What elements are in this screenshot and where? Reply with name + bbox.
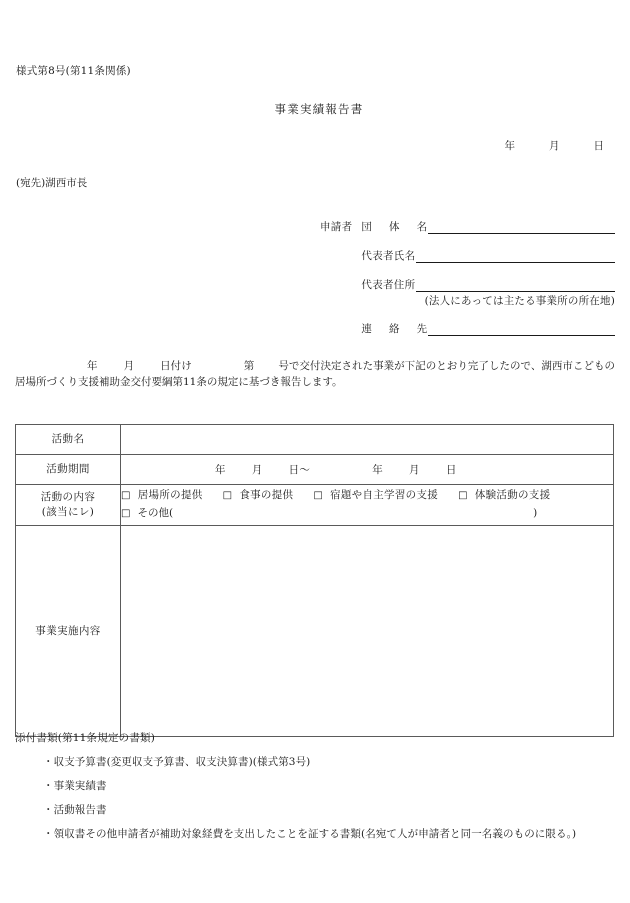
- project-content-label: 事業実施内容: [16, 526, 121, 737]
- checkbox-item-study[interactable]: [313, 489, 438, 501]
- checkbox-icon[interactable]: □: [121, 508, 131, 520]
- activity-name-label: 活動名: [16, 425, 121, 455]
- activity-name-input[interactable]: [121, 425, 614, 455]
- checkbox-item-place[interactable]: [121, 489, 203, 501]
- report-table: [15, 424, 614, 737]
- other-close-paren: ): [533, 507, 538, 520]
- list-item: ・収支予算書(変更収支予算書、収支決算書)(様式第3号): [43, 756, 311, 768]
- checkbox-label-experience: 体験活動の支援: [474, 489, 551, 502]
- activity-period-input[interactable]: [121, 455, 614, 485]
- activity-period-label: 活動期間: [16, 455, 121, 485]
- list-item: ・領収書その他申請者が補助対象経費を支出したことを証する書類(名宛て人が申請者と同一名義のものに限る。): [43, 828, 577, 840]
- date-month-label: 月: [549, 140, 560, 152]
- checkbox-label-study: 宿題や自主学習の支援: [330, 489, 439, 502]
- checkbox-row-1: [121, 487, 613, 505]
- period-start-year: 年: [215, 464, 226, 476]
- contact-field[interactable]: [428, 324, 615, 336]
- applicant-block: [320, 219, 615, 336]
- period-start-month: 月: [251, 464, 263, 476]
- checkbox-row-2: [121, 505, 613, 523]
- representative-name-label: 代表者氏名: [361, 250, 416, 262]
- activity-content-label-line1: 活動の内容: [40, 491, 96, 503]
- period-end-year: 年: [372, 464, 384, 476]
- table-row: [16, 455, 614, 485]
- checkbox-label-meal: 食事の提供: [239, 489, 294, 502]
- checkbox-icon[interactable]: □: [222, 490, 233, 502]
- form-number: 様式第8号(第11条関係): [16, 65, 131, 77]
- table-row: [16, 485, 614, 526]
- paragraph-day-label: 日付け: [160, 360, 192, 372]
- representative-address-field[interactable]: [416, 280, 615, 292]
- project-content-input[interactable]: [121, 526, 614, 737]
- organization-name-field[interactable]: [428, 222, 615, 234]
- attachments-section: [15, 730, 618, 850]
- paragraph-month-label: 月: [123, 360, 135, 372]
- representative-name-field[interactable]: [416, 251, 615, 263]
- checkbox-item-meal[interactable]: [223, 489, 294, 501]
- report-statement-paragraph: [15, 358, 615, 391]
- checkbox-icon[interactable]: □: [121, 490, 131, 502]
- document-title: 事業実績報告書: [274, 102, 364, 116]
- table-row: [16, 526, 614, 737]
- organization-name-label: 団 体 名: [361, 221, 428, 233]
- table-row: [16, 425, 614, 455]
- checkbox-icon[interactable]: □: [313, 490, 324, 502]
- addressee: (宛先)湖西市長: [16, 177, 88, 189]
- applicant-representative-name-row: [320, 248, 615, 263]
- paragraph-number-suffix: 号で交付決定された事業が下記のとおり完了したので、湖西市こども: [278, 360, 605, 372]
- applicant-contact-row: [320, 321, 615, 336]
- checkbox-label-other: その他(: [137, 507, 174, 520]
- representative-address-note: (法人にあっては主たる事業所の所在地): [424, 295, 615, 307]
- activity-content-checkbox-group: [121, 485, 614, 526]
- contact-label: 連 絡 先: [361, 323, 428, 335]
- activity-content-label-line2: (該当にレ): [41, 506, 95, 519]
- list-item: ・活動報告書: [43, 804, 107, 816]
- paragraph-year-label: 年: [87, 360, 98, 372]
- applicant-prefix-label: 申請者: [320, 221, 353, 233]
- period-end-day: 日: [445, 464, 457, 476]
- submission-date-line: [505, 138, 615, 153]
- list-item: ・事業実績書: [43, 780, 107, 792]
- applicant-organization-row: [320, 219, 615, 234]
- period-start-day: 日〜: [288, 464, 311, 476]
- checkbox-label-place: 居場所の提供: [137, 489, 203, 502]
- representative-address-label: 代表者住所: [361, 279, 416, 291]
- checkbox-icon[interactable]: □: [458, 490, 468, 502]
- activity-content-label: [16, 485, 121, 526]
- applicant-representative-address-row: [320, 277, 615, 292]
- checkbox-item-other[interactable]: [121, 507, 173, 519]
- paragraph-line-2: の居場所づくり支援補助金交付要綱第11条の規定に基づき報告します。: [15, 360, 616, 389]
- period-end-month: 月: [409, 464, 420, 476]
- checkbox-item-experience[interactable]: [458, 489, 550, 501]
- date-year-label: 年: [504, 140, 515, 152]
- attachments-title: 添付書類(第11条規定の書類): [15, 732, 156, 744]
- paragraph-number-prefix: 第: [243, 360, 255, 372]
- date-day-label: 日: [593, 140, 604, 152]
